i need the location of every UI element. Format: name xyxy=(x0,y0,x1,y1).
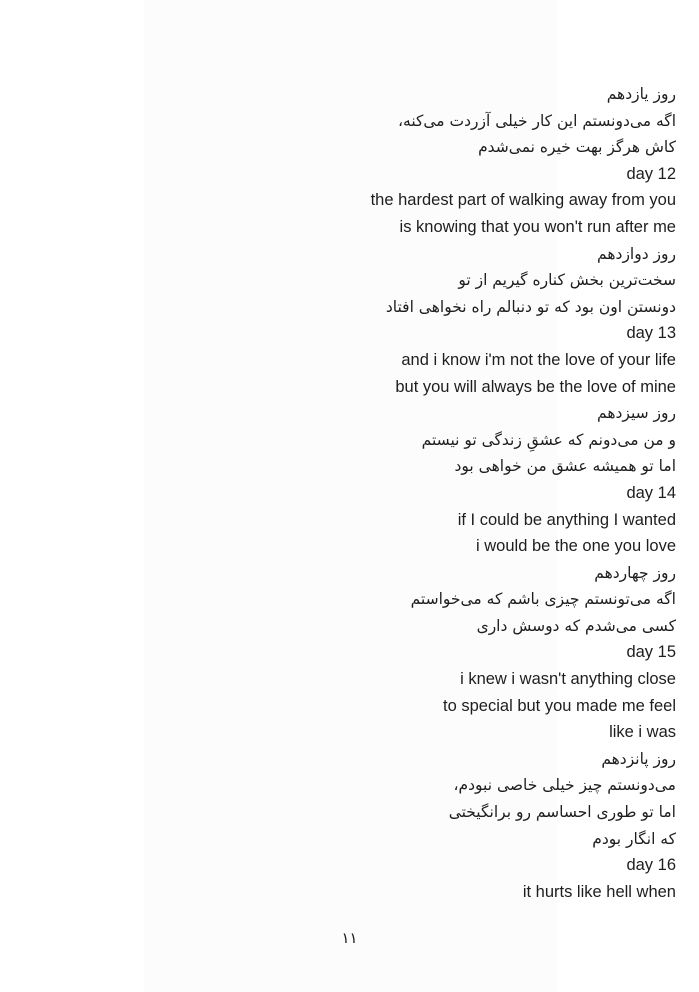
poem-line: day 13 xyxy=(626,324,676,343)
poem-line: روز یازدهم xyxy=(606,85,676,103)
poem-line: دونستن اون بود که تو دنبالم راه نخواهی افتاد xyxy=(385,297,676,316)
poem-text xyxy=(144,81,676,905)
poem-line: کسی می‌شدم که دوسش داری xyxy=(476,616,676,635)
poem-line: day 15 xyxy=(626,643,676,662)
book-page xyxy=(144,0,676,992)
poem-line: day 16 xyxy=(626,856,676,875)
poem-line: روز چهاردهم xyxy=(594,563,676,582)
poem-line: که انگار بودم xyxy=(592,829,676,848)
poem-line: if I could be anything I wanted xyxy=(457,510,676,529)
poem-line: اگه می‌دونستم این کار خیلی آزردت می‌کنه، xyxy=(398,111,676,130)
poem-line: اگه می‌تونستم چیزی باشم که می‌خواستم xyxy=(410,590,676,609)
poem-line: like i was xyxy=(609,723,676,742)
poem-line: روز دوازدهم xyxy=(597,244,676,263)
poem-line: i knew i wasn't anything close xyxy=(460,670,676,689)
poem-line: it hurts like hell when xyxy=(522,882,676,901)
poem-line: و من می‌دونم که عشقِ زندگی تو نیستم xyxy=(421,430,676,449)
poem-line: اما تو همیشه عشق من خواهی بود xyxy=(454,457,676,476)
page-number: ۱۱ xyxy=(341,929,358,947)
poem-line: day 12 xyxy=(626,164,676,183)
poem-line: day 14 xyxy=(626,483,676,502)
poem-line: is knowing that you won't run after me xyxy=(399,217,676,236)
poem-line: and i know i'm not the love of your life xyxy=(401,350,676,369)
poem-line: کاش هرگز بهت خیره نمی‌شدم xyxy=(478,138,676,157)
poem-line: می‌دونستم چیز خیلی خاصی نبودم، xyxy=(453,776,676,795)
poem-line: اما تو طوری احساسم رو برانگیختی xyxy=(448,803,676,822)
poem-line: روز سیزدهم xyxy=(597,404,676,423)
poem-line: the hardest part of walking away from you xyxy=(370,191,676,210)
poem-line: but you will always be the love of mine xyxy=(395,377,676,396)
poem-line: سخت‌ترین بخش کناره گیریم از تو xyxy=(458,271,676,290)
poem-line: روز پانزدهم xyxy=(601,749,676,768)
poem-line: to special but you made me feel xyxy=(443,696,676,715)
poem-line: i would be the one you love xyxy=(476,537,676,556)
